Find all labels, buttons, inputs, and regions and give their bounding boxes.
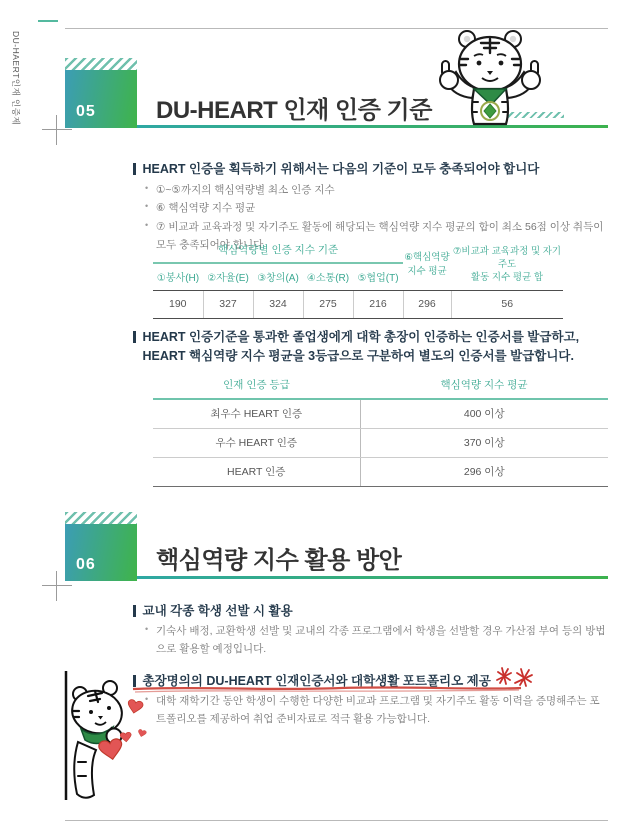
section06-title-underline xyxy=(137,576,608,579)
heading-line xyxy=(133,328,579,347)
hatch-pattern xyxy=(65,58,137,70)
table-cell: 296 xyxy=(403,291,451,319)
heading-certificate-line1: HEART 인증기준을 통과한 졸업생에게 대학 총장이 인증하는 인증서를 발급하고, xyxy=(142,330,580,344)
heading-campus-selection xyxy=(133,602,293,621)
section05-number-box xyxy=(65,58,137,128)
section06-number: 06 xyxy=(76,556,96,573)
table-col-header: ③창의(A) xyxy=(253,263,303,291)
table-col-header xyxy=(403,239,451,291)
bottom-rule xyxy=(65,820,608,821)
table-col-header: 인재 인증 등급 xyxy=(153,373,360,399)
heading-bar xyxy=(133,605,136,617)
heading-certificate-line2: HEART 핵심역량 지수 평균을 3등급으로 구분하여 별도의 인증서를 발급합니다. xyxy=(142,349,574,364)
table-col-header: 핵심역량 지수 평균 xyxy=(360,373,608,399)
table-cell: 370 이상 xyxy=(360,429,608,458)
section06-number-box xyxy=(65,512,137,581)
sidebar-accent-dash xyxy=(38,20,58,22)
grade-table xyxy=(153,373,608,487)
heading-bar xyxy=(133,163,136,175)
heading-requirements xyxy=(133,160,539,179)
table-cell: 190 xyxy=(153,291,203,319)
table-cell: 최우수 HEART 인증 xyxy=(153,399,360,429)
table-col-header: ②자율(E) xyxy=(203,263,253,291)
list-item: • 대학 재학기간 동안 학생이 수행한 다양한 비교과 프로그램 및 자기주도 활동 이력을 증명해주는 포트폴리오를 제공하여 취업 준비자료로 적극 활용 가능합니다. xyxy=(145,692,607,729)
table-row xyxy=(153,458,608,487)
header-line: 지수 평균 xyxy=(407,265,447,277)
table-col-header xyxy=(451,239,563,291)
table-group-header: 핵심역량별 인증 지수 기준 xyxy=(153,239,403,263)
list-item: • ⑥ 핵심역량 지수 평균 xyxy=(145,199,607,217)
header-line: 활동 지수 평균 합 xyxy=(470,272,544,284)
heading-portfolio-text: 총장명의의 DU-HEART 인재인증서와 대학생활 포트폴리오 제공 xyxy=(142,674,491,688)
heading-campus-selection-text: 교내 각종 학생 선발 시 활용 xyxy=(142,604,293,618)
portfolio-bullet-list xyxy=(145,692,607,729)
section06-title: 핵심역량 지수 활용 방안 xyxy=(156,547,402,574)
table-cell: 327 xyxy=(203,291,253,319)
campus-selection-bullet-list xyxy=(145,622,607,659)
table-row xyxy=(153,291,563,319)
table-row xyxy=(153,399,608,429)
tiger-mascot-blowing-hearts-icon xyxy=(56,666,152,802)
table-cell: HEART 인증 xyxy=(153,458,360,487)
heading-requirements-text: HEART 인증을 획득하기 위해서는 다음의 기준이 모두 충족되어야 합니다 xyxy=(142,162,540,176)
sidebar-vertical-label: DU-HAERT인재 인증제 xyxy=(11,31,21,126)
table-cell: 216 xyxy=(353,291,403,319)
table-cell: 56 xyxy=(451,291,563,319)
section05-number: 05 xyxy=(76,103,96,120)
table-cell: 275 xyxy=(303,291,353,319)
section05-title: DU-HEART 인재 인증 기준 xyxy=(156,97,432,124)
tiger-mascot-thumbs-up-icon xyxy=(434,26,546,128)
table-cell: 400 이상 xyxy=(360,399,608,429)
criteria-index-table xyxy=(153,239,563,319)
table-col-header: ④소통(R) xyxy=(303,263,353,291)
heading-certificate xyxy=(133,328,579,367)
list-item: • ⑦ 비교과 교육과정 및 자기주도 활동에 해당되는 핵심역량 지수 평균의 합이 최소 56점 이상 취득이 모두 충족되어야 합니다 xyxy=(145,218,607,255)
heading-bar xyxy=(133,331,136,343)
table-row xyxy=(153,429,608,458)
table-cell: 324 xyxy=(253,291,303,319)
table-col-header: ①봉사(H) xyxy=(153,263,203,291)
table-cell: 우수 HEART 인증 xyxy=(153,429,360,458)
list-item: • ①~⑤까지의 핵심역량별 최소 인증 지수 xyxy=(145,181,607,199)
list-item: • 기숙사 배정, 교환학생 선발 및 교내의 각종 프로그램에서 학생을 선발할 경우 가산점 부여 등의 방법으로 활용할 예정입니다. xyxy=(145,622,607,659)
header-line: ⑦비교과 교육과정 및 자기주도 xyxy=(452,245,562,270)
hatch-pattern xyxy=(65,512,137,524)
table-col-header: ⑤협업(T) xyxy=(353,263,403,291)
header-line: ⑥핵심역량 xyxy=(404,252,450,264)
table-cell: 296 이상 xyxy=(360,458,608,487)
